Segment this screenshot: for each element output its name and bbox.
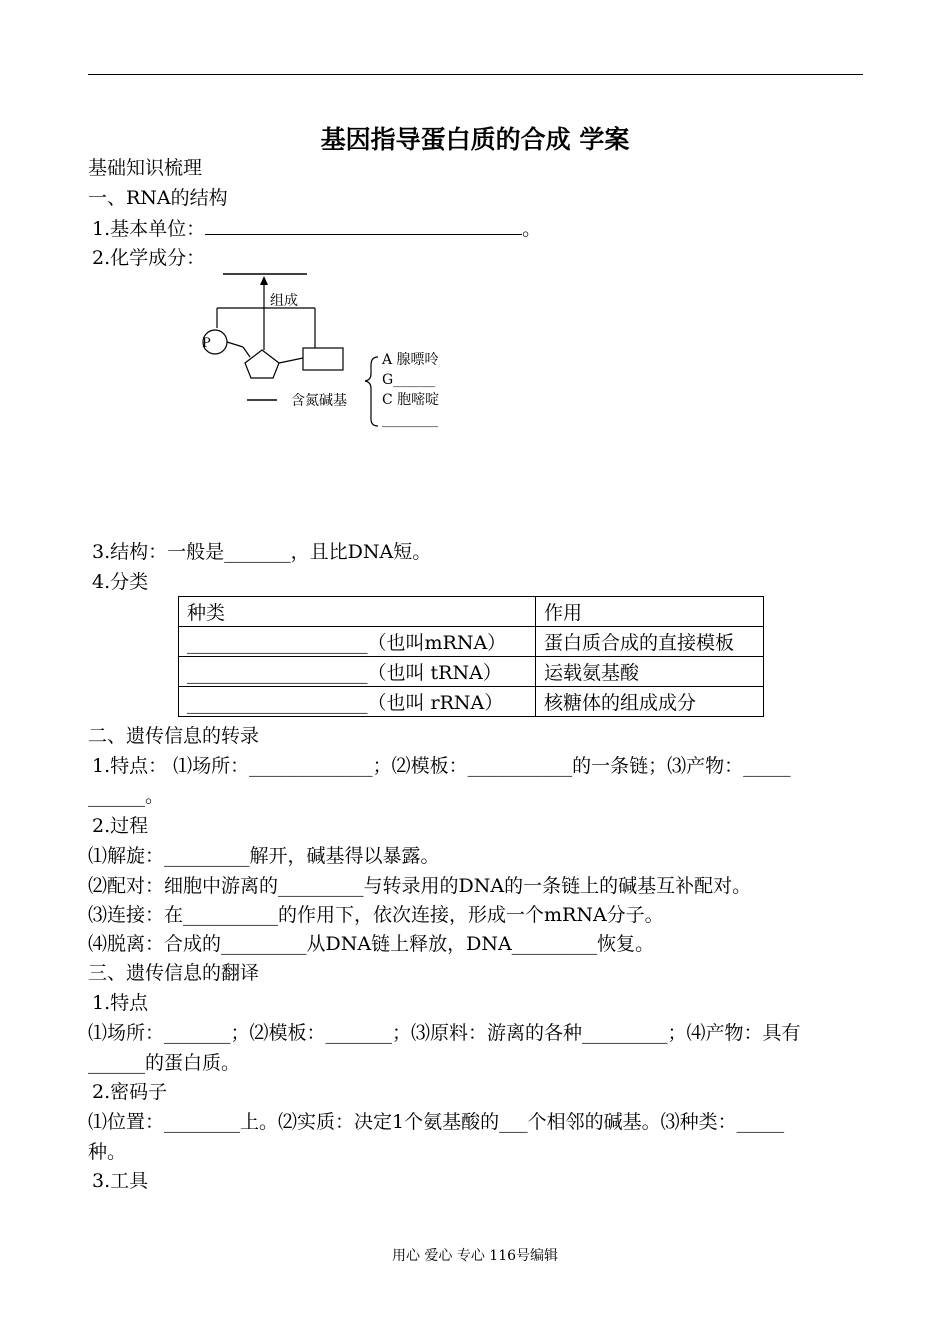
header-rule	[88, 74, 863, 75]
nitrogenous-base-label: 含氮碱基	[291, 393, 347, 409]
table-row	[179, 687, 764, 717]
s2-line-4: ⑵配对：细胞中游离的_________与转录用的DNA的一条链上的碱基互补配对。	[88, 875, 752, 897]
fill-blank-basic-unit[interactable]	[205, 216, 522, 235]
s2-line-1b: ______。	[88, 785, 165, 807]
base-item-g: G______	[382, 372, 436, 388]
row-kind-blank: ___________________	[187, 662, 368, 684]
row-kind-blank: ___________________	[187, 632, 368, 654]
compose-label: 组成	[270, 293, 298, 309]
curly-brace	[365, 357, 378, 426]
row-kind-text: （也叫 rRNA）	[367, 692, 504, 714]
s3-line-4b: 种。	[88, 1141, 127, 1163]
sugar-base-bond	[279, 358, 303, 363]
base-item-c: C 胞嘧啶	[382, 392, 440, 408]
s3-line-3: 2.密码子	[92, 1081, 168, 1103]
s1-item-1-label: 1.基本单位：	[92, 218, 206, 240]
s2-line-6: ⑷脱离：合成的_________从DNA链上释放，DNA_________恢复。	[88, 933, 655, 955]
row-kind-blank: ___________________	[187, 692, 368, 714]
s3-line-1: 1.特点	[92, 992, 149, 1014]
row-role-cell: 运载氨基酸	[536, 657, 764, 687]
row-kind-text: （也叫 tRNA）	[367, 662, 502, 684]
row-kind-cell	[179, 627, 536, 657]
phosphate-sugar-bond	[227, 342, 243, 347]
s3-line-4: ⑴位置：________上。⑵实质：决定1个氨基酸的___个相邻的碱基。⑶种类：_____	[88, 1111, 785, 1133]
s1-item-4: 4.分类	[92, 571, 149, 593]
section-3-heading: 三、遗传信息的翻译	[88, 962, 260, 984]
page-title: 基因指导蛋白质的合成 学案	[320, 125, 630, 154]
row-role-cell: 核糖体的组成成分	[536, 687, 764, 717]
base-item-a: A 腺嘌呤	[382, 352, 439, 368]
section-1-heading: 一、RNA的结构	[88, 187, 228, 209]
phosphate-sugar-bond-2	[243, 347, 250, 357]
nucleotide-structure-svg	[195, 262, 475, 437]
section-2-heading: 二、遗传信息的转录	[88, 725, 260, 747]
nucleotide-diagram	[195, 262, 475, 437]
header-role: 作用	[536, 597, 764, 627]
rna-classification-table	[178, 596, 764, 717]
s2-line-5: ⑶连接：在__________的作用下，依次连接，形成一个mRNA分子。	[88, 904, 664, 926]
s1-item-3-rest: ，且比DNA短。	[290, 541, 432, 563]
row-kind-cell	[179, 657, 536, 687]
s2-line-2: 2.过程	[92, 815, 149, 837]
s3-line-2b: ______的蛋白质。	[88, 1052, 241, 1074]
pentose-sugar-pentagon	[245, 350, 279, 378]
s3-line-5: 3.工具	[92, 1170, 149, 1192]
row-kind-text: （也叫mRNA）	[367, 632, 507, 654]
header-kind: 种类	[179, 597, 536, 627]
table-row	[179, 627, 764, 657]
page-footer: 用心 爱心 专心 116号编辑	[391, 1248, 559, 1264]
row-kind-cell	[179, 687, 536, 717]
phosphate-label: P	[202, 336, 211, 351]
s1-item-3-blank: _______	[224, 541, 291, 563]
s3-line-2: ⑴场所：_______；⑵模板：_______；⑶原料：游离的各种_________；⑷产物：具有	[88, 1022, 801, 1044]
s1-item-1-end: 。	[522, 218, 542, 240]
s1-item-2: 2.化学成分：	[92, 247, 206, 269]
s1-item-3	[92, 540, 431, 564]
subtitle: 基础知识梳理	[88, 157, 203, 179]
base-rectangle	[303, 348, 343, 370]
s1-item-3-label: 3.结构：一般是	[92, 541, 225, 563]
row-role-cell: 蛋白质合成的直接模板	[536, 627, 764, 657]
s2-line-1: 1.特点： ⑴场所：_____________；⑵模板：___________的一条链；⑶产物：_____	[92, 755, 791, 777]
base-item-blank: ________	[382, 412, 438, 428]
arrow-up-icon	[260, 276, 268, 285]
table-header-row	[179, 597, 764, 627]
s2-line-3: ⑴解旋：_________解开，碱基得以暴露。	[88, 845, 440, 867]
s1-item-1	[92, 216, 541, 241]
table-row	[179, 657, 764, 687]
